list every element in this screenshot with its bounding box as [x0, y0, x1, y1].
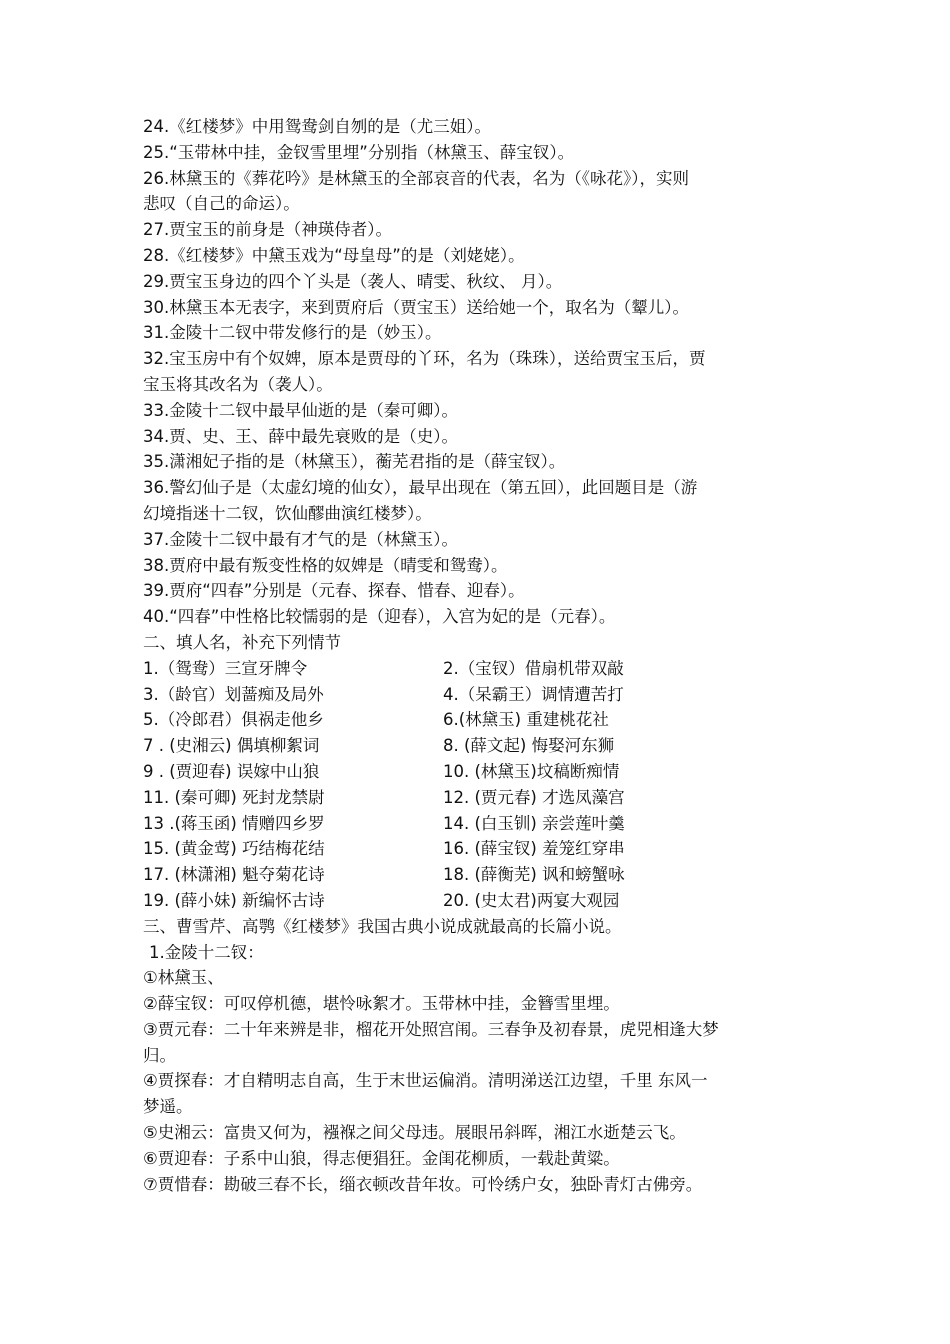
list-item: 12. (贾元春) 才选凤藻宫 [443, 787, 625, 807]
text-line: 26.林黛玉的《葬花吟》是林黛玉的全部哀音的代表，名为（《咏花》），实则 [143, 168, 689, 188]
text-line: ④贾探春：才自精明志自高，生于末世运偏消。清明涕送江边望，千里 东风一 [143, 1071, 708, 1091]
list-item: 19. (薛小妹) 新编怀古诗 [143, 890, 325, 910]
fill-answers-part1 [143, 114, 815, 630]
list-item: 8. (薛文起) 悔娶河东狮 [443, 736, 615, 756]
list-row [143, 862, 815, 888]
list-item: 11. (秦可卿) 死封龙禁尉 [143, 787, 325, 807]
text-line: 29.贾宝玉身边的四个丫头是（袭人、晴雯、秋纹、 月）。 [143, 271, 563, 291]
list-row [143, 785, 815, 811]
text-line: 36.警幻仙子是（太虚幻境的仙女），最早出现在（第五回），此回题目是（游 [143, 478, 698, 498]
text-line: 33.金陵十二钗中最早仙逝的是（秦可卿）。 [143, 400, 458, 420]
list-item: 2.（宝钗）借扇机带双敲 [443, 658, 624, 678]
list-row [143, 733, 815, 759]
text-line: 31.金陵十二钗中带发修行的是（妙玉）。 [143, 323, 442, 343]
list-row [143, 656, 815, 682]
text-line: 幻境指迷十二钗，饮仙醪曲演红楼梦）。 [143, 503, 432, 523]
text-line: 32.宝玉房中有个奴婢，原本是贾母的丫环，名为（珠珠），送给贾宝玉后，贾 [143, 349, 706, 369]
text-line: ①林黛玉、 [143, 968, 224, 988]
list-row [143, 759, 815, 785]
text-line: 35.潇湘妃子指的是（林黛玉），蘅芜君指的是（薛宝钗）。 [143, 452, 566, 472]
text-line: 28.《红楼梦》中黛玉戏为“母皇母”的是（刘姥姥）。 [143, 245, 525, 265]
list-item: 6.(林黛玉) 重建桃花社 [443, 710, 609, 730]
list-row [143, 707, 815, 733]
text-line: 27.贾宝玉的前身是（神瑛侍者）。 [143, 220, 392, 240]
text-line: 宝玉将其改名为（袭人）。 [143, 374, 333, 394]
list-item: 15. (黄金莺) 巧结梅花结 [143, 839, 325, 859]
plot-name-list [143, 656, 815, 914]
text-line: 梦遥。 [143, 1097, 193, 1117]
list-item: 7 . (史湘云) 偶填柳絮词 [143, 736, 320, 756]
text-line: ⑥贾迎春：子系中山狼，得志便猖狂。金闺花柳质，一载赴黄粱。 [143, 1148, 620, 1168]
list-item: 4.（呆霸王）调情遭苦打 [443, 684, 624, 704]
list-item: 16. (薛宝钗) 羞笼红穿串 [443, 839, 625, 859]
list-item: 3.（龄官）划蔷痴及局外 [143, 684, 324, 704]
text-line: 38.贾府中最有叛变性格的奴婢是（晴雯和鸳鸯）。 [143, 555, 508, 575]
text-line: ⑦贾惜春：勘破三春不长，缁衣顿改昔年妆。可怜绣户女，独卧青灯古佛旁。 [143, 1174, 703, 1194]
section-heading: 三、曹雪芹、高鹗《红楼梦》我国古典小说成就最高的长篇小说。 [143, 916, 622, 936]
text-line: 24.《红楼梦》中用鸳鸯剑自刎的是（尤三姐）。 [143, 117, 491, 136]
section-heading: 二、填人名，补充下列情节 [143, 632, 341, 652]
list-item: 13 .(蒋玉函) 情赠四乡罗 [143, 813, 325, 833]
text-line: 25.“玉带林中挂，金钗雪里埋”分别指（林黛玉、薛宝钗）。 [143, 142, 575, 162]
list-item: 14. (白玉钏) 亲尝莲叶羹 [443, 813, 625, 833]
list-row [143, 888, 815, 914]
list-row [143, 811, 815, 837]
list-item: 10. (林黛玉)坟稿断痴情 [443, 761, 620, 781]
text-line: ②薛宝钗：可叹停机德，堪怜咏絮才。玉带林中挂，金簪雪里埋。 [143, 994, 620, 1014]
text-line: ⑤史湘云：富贵又何为，襁褓之间父母违。展眼吊斜晖，湘江水逝楚云飞。 [143, 1123, 686, 1143]
list-row [143, 836, 815, 862]
list-item: 20. (史太君)两宴大观园 [443, 890, 620, 910]
text-line: 悲叹（自己的命运）。 [143, 194, 300, 214]
text-line: ③贾元春：二十年来辨是非，榴花开处照宫闱。三春争及初春景，虎兕相逢大梦 [143, 1019, 719, 1039]
text-line: 37.金陵十二钗中最有才气的是（林黛玉）。 [143, 529, 458, 549]
list-item: 17. (林潇湘) 魁夺菊花诗 [143, 865, 325, 885]
list-item: 1.（鸳鸯）三宣牙牌令 [143, 658, 308, 678]
text-line: 归。 [143, 1045, 176, 1065]
list-item: 5.（冷郎君）俱祸走他乡 [143, 710, 324, 730]
list-row [143, 682, 815, 708]
jinling-twelve-list [143, 965, 815, 1197]
text-line: 39.贾府“四春”分别是（元春、探春、惜春、迎春）。 [143, 581, 525, 601]
subsection-heading: 1.金陵十二钗： [149, 942, 264, 962]
list-item: 9 . (贾迎春) 误嫁中山狼 [143, 761, 320, 781]
text-line: 30.林黛玉本无表字，来到贾府后（贾宝玉）送给她一个，取名为（颦儿）。 [143, 297, 689, 317]
list-item: 18. (薛衡芜) 讽和螃蟹咏 [443, 865, 625, 885]
document-page [143, 114, 815, 1197]
text-line: 40.“四春”中性格比较懦弱的是（迎春），入宫为妃的是（元春）。 [143, 607, 616, 627]
text-line: 34.贾、史、王、薛中最先衰败的是（史）。 [143, 426, 458, 446]
